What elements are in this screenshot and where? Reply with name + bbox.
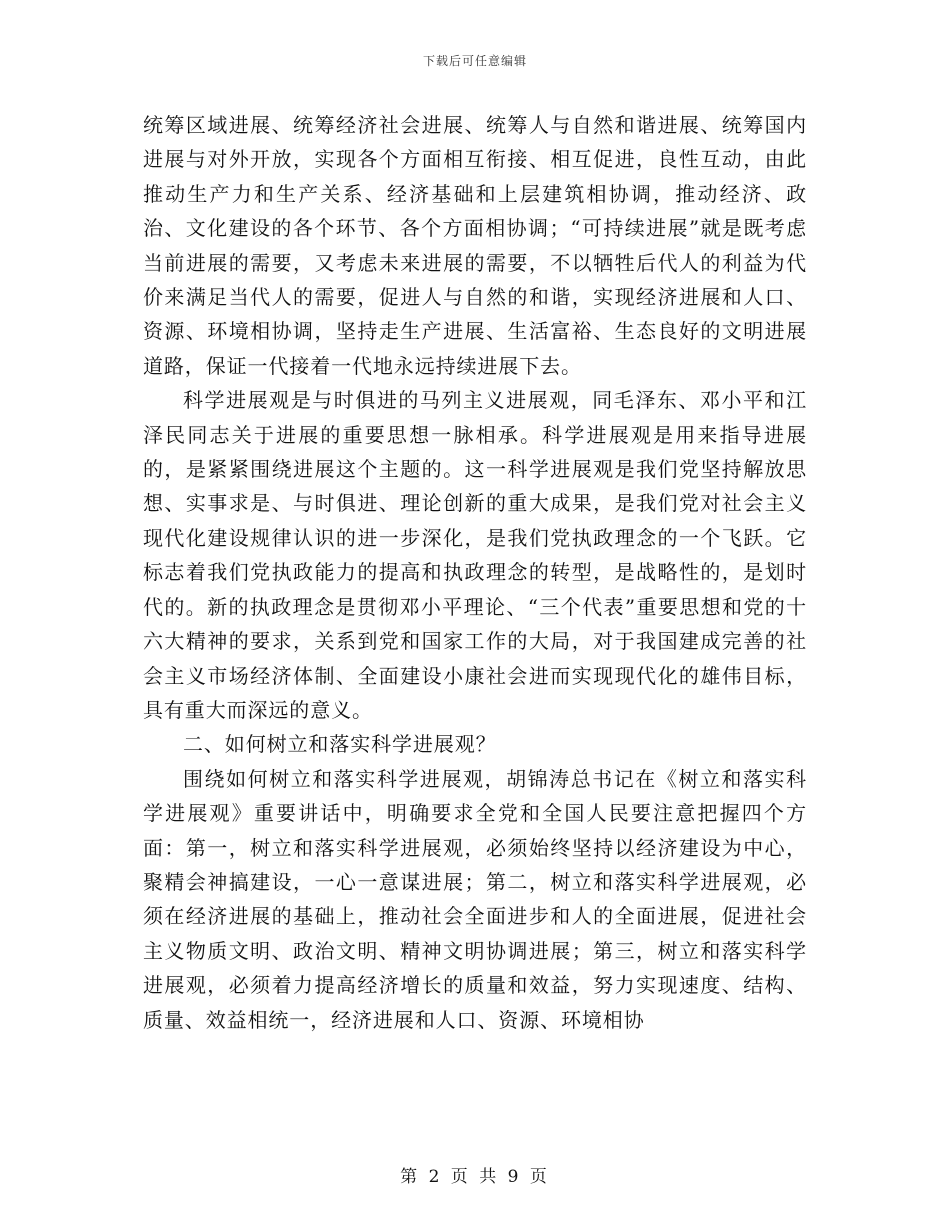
page-header: 下载后可任意编辑 bbox=[422, 54, 527, 68]
section-heading: 二、如何树立和落实科学进展观？ bbox=[183, 732, 497, 757]
paragraph-scientific-outlook: 科学进展观是与时俱进的马列主义进展观，同毛泽东、邓小平和江泽民同志关于进展的重要思想一脉相承。科学进展观是用来指导进展的，是紧紧围绕进展这个主题的。这一科学进展观是我们党坚持解放思想、实事求是、与时俱进、理论创新的重大成果，是我们党对社会主义现代化建设规律认识的进一步深化，是我们党执政理念的一个飞跃。它标志着我们党执政能力的提高和执政理念的转型，是战略性的，是划时代的。新的执政理念是贯彻邓小平理论、“三个代表”重要思想和党的十六大精神的要求，关系到党和国家工作的大局，对于我国建成完善的社会主义市场经济体制、全面建设小康社会进而实现现代化的雄伟目标，具有重大而深远的意义。 bbox=[143, 388, 807, 722]
document-body bbox=[143, 108, 807, 1037]
paragraph-continuation: 统筹区域进展、统筹经济社会进展、统筹人与自然和谐进展、统筹国内进展与对外开放，实现各个方面相互衔接、相互促进，良性互动，由此推动生产力和生产关系、经济基础和上层建筑相协调，推动经济、政治、文化建设的各个环节、各个方面相协调；“可持续进展”就是既考虑当前进展的需要，又考虑未来进展的需要，不以牺牲后代人的利益为代价来满足当代人的需要，促进人与自然的和谐，实现经济进展和人口、资源、环境相协调，坚持走生产进展、生活富裕、生态良好的文明进展道路，保证一代接着一代地永远持续进展下去。 bbox=[143, 113, 807, 378]
page-number: 第 2 页 共 9 页 bbox=[400, 1167, 550, 1187]
paragraph-four-aspects: 围绕如何树立和落实科学进展观，胡锦涛总书记在《树立和落实科学进展观》重要讲话中，明确要求全党和全国人民要注意把握四个方面：第一，树立和落实科学进展观，必须始终坚持以经济建设为中心，聚精会神搞建设，一心一意谋进展；第二，树立和落实科学进展观，必须在经济进展的基础上，推动社会全面进步和人的全面进展，促进社会主义物质文明、政治文明、精神文明协调进展；第三，树立和落实科学进展观，必须着力提高经济增长的质量和效益，努力实现速度、结构、质量、效益相统一，经济进展和人口、资源、环境相协 bbox=[143, 766, 807, 1032]
